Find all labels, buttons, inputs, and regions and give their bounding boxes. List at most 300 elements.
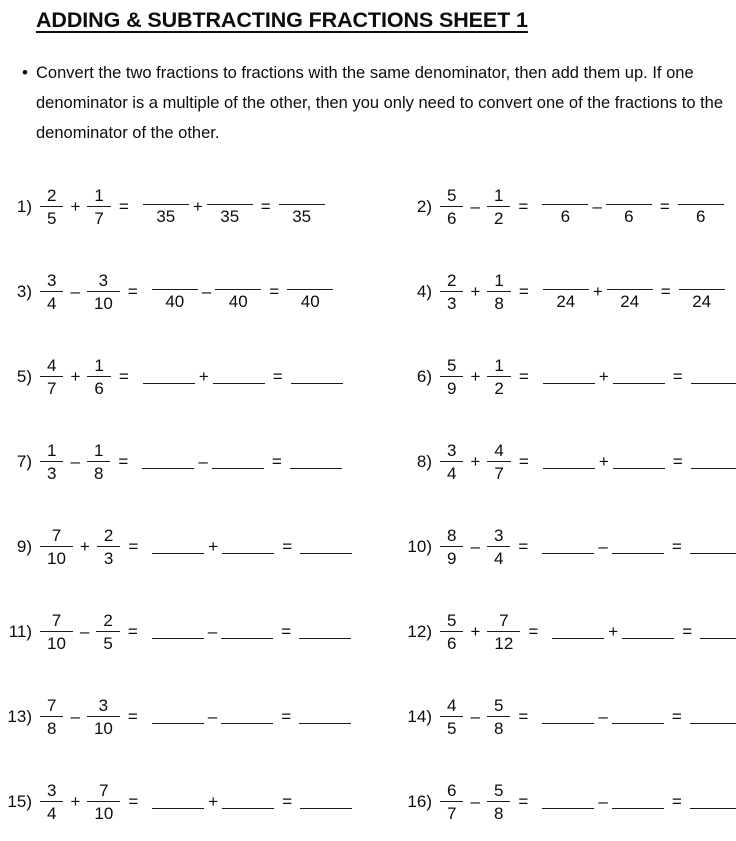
problem-item — [4, 759, 404, 841]
problem-number: 1) — [16, 196, 32, 216]
equals-symbol: = — [282, 536, 293, 556]
answer-blank-3-denominator: 35 — [279, 204, 325, 225]
problem-item — [4, 164, 404, 249]
answer-blank-2-denominator — [212, 468, 264, 469]
problem-number: 9) — [16, 536, 32, 556]
answer-blank-2[interactable] — [221, 625, 273, 639]
left-fraction-denominator: 7 — [440, 801, 463, 822]
answer-blank-3[interactable] — [290, 455, 342, 469]
answer-blank-2-denominator — [221, 638, 273, 639]
answer-blank-2[interactable] — [213, 370, 265, 384]
left-fraction-numerator: 5 — [447, 610, 457, 630]
operator-symbol: + — [608, 621, 619, 641]
problem-grid — [0, 164, 736, 841]
answer-blank-2[interactable] — [612, 540, 664, 554]
answer-blank-1-denominator — [542, 808, 594, 809]
answer-blank-3-denominator — [291, 383, 343, 384]
left-fraction — [440, 442, 463, 482]
equals-symbol: = — [281, 621, 292, 641]
operator-symbol: – — [598, 706, 608, 726]
left-fraction — [440, 612, 463, 652]
right-fraction-denominator: 2 — [487, 376, 510, 397]
equals-symbol: = — [260, 196, 271, 216]
answer-blank-1[interactable] — [143, 370, 195, 384]
answer-blank-3-denominator — [300, 808, 352, 809]
left-fraction-denominator: 5 — [40, 206, 63, 227]
right-fraction-denominator: 10 — [87, 291, 120, 312]
operator-symbol: – — [70, 706, 80, 726]
problem-number: 16) — [407, 791, 432, 811]
left-fraction — [440, 187, 463, 227]
instructions-block — [14, 58, 736, 148]
answer-blank-1-denominator: 24 — [543, 289, 589, 310]
answer-blank-1-denominator — [152, 808, 204, 809]
right-fraction — [87, 187, 110, 227]
right-fraction — [487, 272, 510, 312]
operator-symbol: + — [470, 366, 481, 386]
answer-blank-2-denominator — [612, 808, 664, 809]
left-fraction-denominator: 4 — [40, 801, 63, 822]
operator-symbol: + — [470, 621, 481, 641]
operator-symbol: – — [79, 621, 90, 641]
problem-item — [4, 504, 404, 589]
left-fraction-denominator: 7 — [40, 376, 63, 397]
answer-blank-3-denominator — [700, 638, 736, 639]
problem-item — [4, 589, 404, 674]
answer-blank-3[interactable] — [690, 795, 736, 809]
equals-symbol: = — [518, 196, 529, 216]
left-fraction-numerator: 3 — [447, 440, 457, 460]
equals-symbol: = — [127, 706, 138, 726]
instruction-text: Convert the two fractions to fractions with the same denominator, then add them up. If one denominator is a multiple of the other, then you only need to convert one of the fractions to the denominator of the other. — [36, 64, 728, 142]
answer-blank-2-denominator — [222, 553, 274, 554]
right-fraction-numerator: 4 — [494, 440, 504, 460]
problem-number: 10) — [407, 536, 432, 556]
problem-number: 7) — [16, 451, 32, 471]
operator-symbol: + — [470, 281, 481, 301]
left-fraction-numerator: 7 — [51, 610, 62, 630]
equals-symbol: = — [518, 706, 529, 726]
answer-blank-3-denominator — [300, 553, 352, 554]
answer-blank-1-denominator: 35 — [143, 204, 189, 225]
problem-item — [404, 419, 736, 504]
answer-blank-2[interactable] — [612, 710, 664, 724]
right-fraction — [487, 697, 510, 737]
problem-item — [4, 334, 404, 419]
problem-number: 3) — [16, 281, 32, 301]
right-fraction-denominator: 7 — [87, 206, 110, 227]
equals-symbol: = — [128, 791, 139, 811]
left-fraction-numerator: 5 — [447, 185, 457, 205]
answer-blank-1-denominator — [152, 723, 204, 724]
right-fraction-denominator: 7 — [487, 461, 510, 482]
answer-blank-2[interactable] — [612, 795, 664, 809]
operator-symbol: – — [207, 706, 218, 726]
left-fraction-denominator: 9 — [440, 546, 463, 567]
operator-symbol: + — [70, 196, 81, 216]
right-fraction-denominator: 8 — [487, 716, 510, 737]
right-fraction-denominator: 12 — [487, 631, 520, 652]
right-fraction — [97, 527, 120, 567]
answer-blank-3[interactable] — [690, 710, 736, 724]
operator-symbol: – — [201, 281, 212, 301]
right-fraction-numerator: 1 — [494, 270, 504, 290]
answer-blank-3[interactable] — [679, 274, 725, 310]
left-fraction-denominator: 10 — [40, 546, 73, 567]
answer-blank-1-denominator: 40 — [152, 289, 198, 310]
right-fraction-denominator: 6 — [87, 376, 110, 397]
equals-symbol: = — [118, 196, 129, 216]
answer-blank-1[interactable] — [152, 540, 204, 554]
answer-blank-3-denominator: 6 — [678, 204, 724, 225]
answer-blank-1-denominator — [543, 383, 595, 384]
problem-number: 4) — [416, 281, 432, 301]
answer-blank-1-denominator: 6 — [542, 204, 588, 225]
operator-symbol: + — [470, 451, 481, 471]
problem-item — [404, 504, 736, 589]
operator-symbol: – — [470, 706, 480, 726]
problem-row — [0, 419, 736, 504]
operator-symbol: – — [70, 281, 80, 301]
left-fraction-numerator: 6 — [447, 780, 457, 800]
answer-blank-2[interactable] — [622, 625, 674, 639]
operator-symbol: – — [598, 536, 608, 556]
equals-symbol: = — [672, 366, 683, 386]
equals-symbol: = — [128, 536, 139, 556]
answer-blank-1[interactable] — [542, 795, 594, 809]
right-fraction-numerator: 2 — [103, 610, 113, 630]
right-fraction — [487, 187, 510, 227]
answer-blank-2-denominator — [213, 383, 265, 384]
equals-symbol: = — [118, 366, 129, 386]
left-fraction — [440, 272, 463, 312]
answer-blank-3-denominator — [299, 723, 351, 724]
equals-symbol: = — [659, 196, 670, 216]
left-fraction-denominator: 9 — [440, 376, 463, 397]
answer-blank-1[interactable] — [152, 274, 198, 310]
left-fraction — [440, 697, 463, 737]
problem-item — [4, 249, 404, 334]
right-fraction — [87, 697, 120, 737]
problem-number: 2) — [416, 196, 432, 216]
instruction-bullet-item — [14, 58, 736, 148]
left-fraction-numerator: 5 — [447, 355, 457, 375]
left-fraction-numerator: 3 — [47, 270, 57, 290]
answer-blank-1[interactable] — [542, 710, 594, 724]
answer-blank-2[interactable] — [215, 274, 261, 310]
page-title: ADDING & SUBTRACTING FRACTIONS SHEET 1 — [36, 8, 528, 32]
equals-symbol: = — [528, 621, 539, 641]
problem-item — [404, 759, 736, 841]
operator-symbol: – — [198, 451, 208, 471]
answer-blank-2-denominator — [221, 723, 273, 724]
problem-number: 15) — [7, 791, 32, 811]
left-fraction-numerator: 8 — [447, 525, 457, 545]
answer-blank-2[interactable] — [222, 540, 274, 554]
right-fraction-denominator: 8 — [87, 461, 110, 482]
right-fraction — [87, 782, 120, 822]
problem-row — [0, 674, 736, 759]
answer-blank-2-denominator — [613, 468, 665, 469]
problem-number: 6) — [416, 366, 432, 386]
operator-symbol: – — [207, 621, 218, 641]
answer-blank-3[interactable] — [287, 274, 333, 310]
answer-blank-1[interactable] — [543, 274, 589, 310]
equals-symbol: = — [271, 451, 282, 471]
answer-blank-1[interactable] — [152, 625, 204, 639]
answer-blank-2[interactable] — [607, 274, 653, 310]
operator-symbol: – — [592, 196, 602, 216]
answer-blank-3-denominator — [691, 468, 736, 469]
answer-blank-3[interactable] — [691, 370, 736, 384]
problem-row — [0, 759, 736, 841]
answer-blank-1-denominator — [552, 638, 604, 639]
right-fraction-numerator: 7 — [99, 780, 109, 800]
answer-blank-3-denominator — [299, 638, 351, 639]
equals-symbol: = — [118, 451, 129, 471]
left-fraction-denominator: 4 — [440, 461, 463, 482]
answer-blank-2[interactable] — [613, 370, 665, 384]
operator-symbol: + — [79, 536, 90, 556]
left-fraction — [40, 187, 63, 227]
right-fraction-numerator: 1 — [494, 355, 504, 375]
answer-blank-3[interactable] — [299, 625, 351, 639]
left-fraction — [40, 272, 63, 312]
answer-blank-1[interactable] — [142, 455, 194, 469]
problem-row — [0, 589, 736, 674]
equals-symbol: = — [127, 621, 138, 641]
operator-symbol: + — [198, 366, 209, 386]
right-fraction-numerator: 3 — [98, 695, 109, 715]
right-fraction — [87, 442, 110, 482]
left-fraction-numerator: 7 — [47, 695, 57, 715]
right-fraction-numerator: 2 — [103, 525, 114, 545]
operator-symbol: + — [598, 366, 609, 386]
left-fraction-numerator: 3 — [47, 780, 57, 800]
left-fraction-denominator: 6 — [440, 631, 463, 652]
answer-blank-3[interactable] — [291, 370, 343, 384]
left-fraction-denominator: 6 — [440, 206, 463, 227]
problem-row — [0, 249, 736, 334]
answer-blank-3-denominator: 24 — [679, 289, 725, 310]
problem-item — [4, 674, 404, 759]
answer-blank-2-denominator — [612, 553, 664, 554]
left-fraction-denominator: 10 — [40, 631, 73, 652]
equals-symbol: = — [281, 706, 292, 726]
equals-symbol: = — [518, 536, 529, 556]
answer-blank-3-denominator — [690, 553, 736, 554]
right-fraction-numerator: 1 — [93, 440, 104, 460]
left-fraction — [40, 697, 63, 737]
answer-blank-1-denominator — [152, 553, 204, 554]
answer-blank-3-denominator — [290, 468, 342, 469]
left-fraction-denominator: 4 — [40, 291, 63, 312]
answer-blank-3[interactable] — [300, 795, 352, 809]
problem-number: 14) — [407, 706, 432, 726]
problem-number: 13) — [7, 706, 32, 726]
left-fraction-numerator: 2 — [447, 270, 457, 290]
answer-blank-2-denominator: 35 — [207, 204, 253, 225]
operator-symbol: + — [208, 536, 219, 556]
problem-item — [404, 164, 736, 249]
bullet-point-icon: • — [22, 63, 28, 82]
problem-number: 8) — [416, 451, 432, 471]
operator-symbol: – — [70, 451, 80, 471]
answer-blank-1[interactable] — [552, 625, 604, 639]
left-fraction-numerator: 4 — [47, 355, 57, 375]
problem-item — [404, 249, 736, 334]
right-fraction-denominator: 10 — [87, 801, 120, 822]
equals-symbol: = — [272, 366, 283, 386]
answer-blank-1-denominator — [543, 468, 595, 469]
answer-blank-3[interactable] — [678, 189, 724, 225]
right-fraction-numerator: 7 — [499, 610, 509, 630]
answer-blank-2[interactable] — [613, 455, 665, 469]
left-fraction-denominator: 8 — [40, 716, 63, 737]
operator-symbol: – — [470, 536, 480, 556]
equals-symbol: = — [269, 281, 280, 301]
problem-item — [4, 419, 404, 504]
answer-blank-2[interactable] — [221, 710, 273, 724]
right-fraction — [96, 612, 119, 652]
right-fraction — [87, 272, 120, 312]
operator-symbol: + — [192, 196, 203, 216]
equals-symbol: = — [127, 281, 138, 301]
right-fraction — [487, 612, 520, 652]
left-fraction — [40, 527, 73, 567]
answer-blank-1[interactable] — [542, 189, 588, 225]
page-title-container — [36, 8, 528, 33]
right-fraction — [87, 357, 110, 397]
equals-symbol: = — [518, 281, 529, 301]
right-fraction-denominator: 8 — [487, 801, 510, 822]
right-fraction — [487, 357, 510, 397]
problem-item — [404, 674, 736, 759]
right-fraction-numerator: 1 — [94, 185, 104, 205]
equals-symbol: = — [518, 451, 529, 471]
answer-blank-2[interactable] — [212, 455, 264, 469]
equals-symbol: = — [282, 791, 293, 811]
left-fraction — [40, 782, 63, 822]
left-fraction — [40, 442, 63, 482]
equals-symbol: = — [671, 791, 682, 811]
problem-row — [0, 164, 736, 249]
answer-blank-1-denominator — [143, 383, 195, 384]
operator-symbol: + — [70, 366, 81, 386]
left-fraction — [440, 782, 463, 822]
answer-blank-3-denominator — [690, 808, 736, 809]
right-fraction-numerator: 5 — [493, 780, 504, 800]
left-fraction-numerator: 4 — [447, 695, 457, 715]
right-fraction-numerator: 5 — [493, 695, 504, 715]
answer-blank-2-denominator — [613, 383, 665, 384]
answer-blank-2-denominator — [612, 723, 664, 724]
answer-blank-2[interactable] — [606, 189, 652, 225]
problem-row — [0, 334, 736, 419]
left-fraction — [40, 612, 73, 652]
right-fraction — [487, 527, 510, 567]
left-fraction — [440, 527, 463, 567]
right-fraction-denominator: 10 — [87, 716, 120, 737]
operator-symbol: – — [470, 791, 480, 811]
problem-number: 12) — [407, 621, 432, 641]
operator-symbol: + — [598, 451, 609, 471]
left-fraction — [40, 357, 63, 397]
answer-blank-1-denominator — [542, 723, 594, 724]
answer-blank-2-denominator — [222, 808, 274, 809]
answer-blank-3[interactable] — [299, 710, 351, 724]
answer-blank-3[interactable] — [690, 540, 736, 554]
operator-symbol: – — [470, 196, 480, 216]
problem-number: 11) — [8, 621, 32, 641]
left-fraction-denominator: 3 — [40, 461, 63, 482]
right-fraction-denominator: 2 — [487, 206, 510, 227]
operator-symbol: – — [598, 791, 608, 811]
problem-number: 5) — [16, 366, 32, 386]
left-fraction — [440, 357, 463, 397]
answer-blank-2-denominator: 24 — [607, 289, 653, 310]
right-fraction-denominator: 8 — [487, 291, 510, 312]
answer-blank-3-denominator — [690, 723, 736, 724]
right-fraction-numerator: 3 — [98, 270, 109, 290]
equals-symbol: = — [671, 536, 682, 556]
answer-blank-1[interactable] — [152, 710, 204, 724]
right-fraction-numerator: 3 — [493, 525, 504, 545]
answer-blank-2[interactable] — [207, 189, 253, 225]
equals-symbol: = — [518, 366, 529, 386]
left-fraction-numerator: 2 — [47, 185, 57, 205]
answer-blank-2-denominator — [622, 638, 674, 639]
equals-symbol: = — [518, 791, 529, 811]
operator-symbol: + — [70, 791, 81, 811]
answer-blank-1[interactable] — [543, 455, 595, 469]
answer-blank-3[interactable] — [300, 540, 352, 554]
answer-blank-3-denominator — [691, 383, 736, 384]
answer-blank-1-denominator — [542, 553, 594, 554]
right-fraction-denominator: 3 — [97, 546, 120, 567]
answer-blank-1[interactable] — [542, 540, 594, 554]
left-fraction-numerator: 1 — [47, 440, 57, 460]
equals-symbol: = — [671, 706, 682, 726]
right-fraction-denominator: 5 — [96, 631, 119, 652]
operator-symbol: + — [208, 791, 219, 811]
answer-blank-1[interactable] — [143, 189, 189, 225]
right-fraction — [487, 782, 510, 822]
answer-blank-1[interactable] — [152, 795, 204, 809]
answer-blank-2[interactable] — [222, 795, 274, 809]
answer-blank-1[interactable] — [543, 370, 595, 384]
right-fraction-denominator: 4 — [487, 546, 510, 567]
left-fraction-denominator: 3 — [440, 291, 463, 312]
right-fraction-numerator: 1 — [94, 355, 104, 375]
right-fraction — [487, 442, 510, 482]
answer-blank-3-denominator: 40 — [287, 289, 333, 310]
answer-blank-3[interactable] — [691, 455, 736, 469]
answer-blank-1-denominator — [152, 638, 204, 639]
operator-symbol: + — [592, 281, 603, 301]
left-fraction-denominator: 5 — [440, 716, 463, 737]
answer-blank-2-denominator: 40 — [215, 289, 261, 310]
left-fraction-numerator: 7 — [51, 525, 62, 545]
answer-blank-3[interactable] — [700, 625, 736, 639]
equals-symbol: = — [672, 451, 683, 471]
right-fraction-numerator: 1 — [493, 185, 504, 205]
answer-blank-3[interactable] — [279, 189, 325, 225]
equals-symbol: = — [660, 281, 671, 301]
equals-symbol: = — [682, 621, 693, 641]
problem-item — [404, 589, 736, 674]
answer-blank-1-denominator — [142, 468, 194, 469]
